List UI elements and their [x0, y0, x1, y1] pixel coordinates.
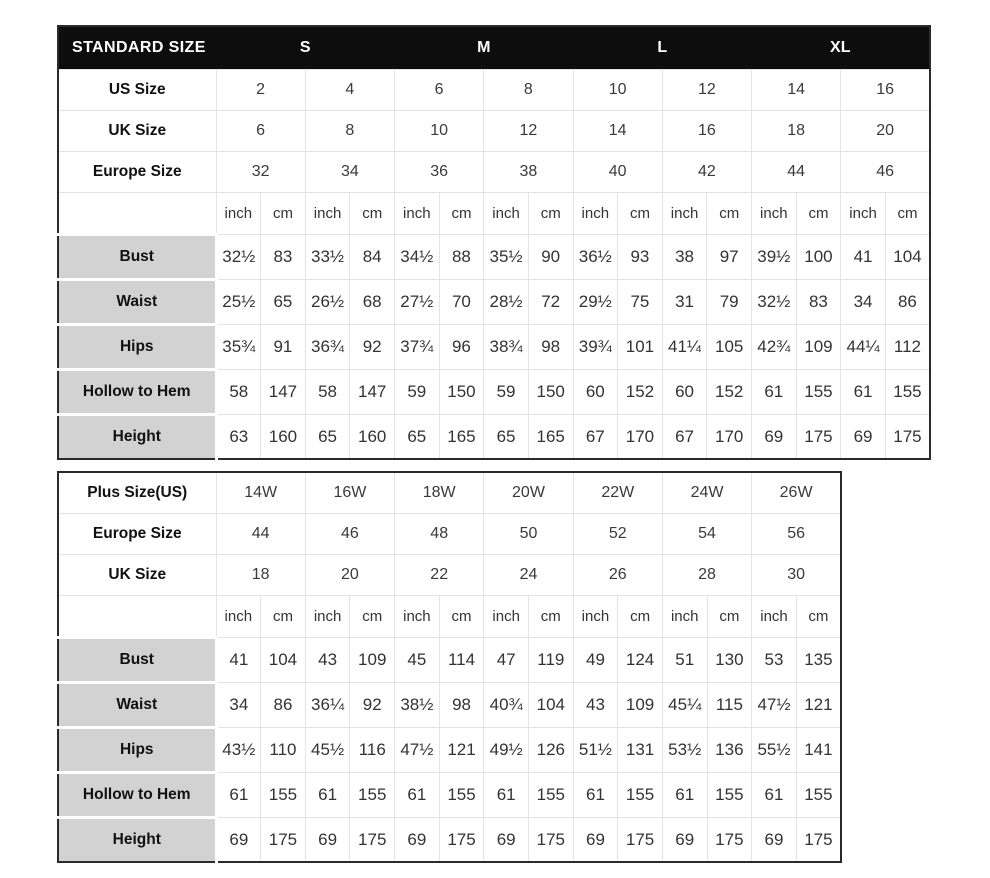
unit-cell: cm	[528, 596, 573, 638]
standard-size-table	[57, 25, 931, 460]
value-cell: 155	[528, 773, 573, 818]
size-cell: 26	[573, 555, 662, 596]
value-cell: 43	[305, 638, 350, 683]
value-cell: 32½	[216, 235, 261, 280]
value-cell: 51½	[573, 728, 618, 773]
size-cell: 16	[662, 111, 751, 152]
value-cell: 112	[885, 325, 930, 370]
value-cell: 86	[261, 683, 306, 728]
unit-cell: cm	[528, 193, 573, 235]
value-cell: 61	[573, 773, 618, 818]
value-cell: 165	[528, 415, 573, 460]
size-row-label: UK Size	[58, 111, 216, 152]
size-cell: 48	[395, 514, 484, 555]
value-cell: 150	[439, 370, 484, 415]
size-group-header: M	[395, 26, 574, 70]
unit-cell: inch	[573, 193, 618, 235]
value-cell: 63	[216, 415, 261, 460]
size-cell: 14	[573, 111, 662, 152]
unit-cell: cm	[885, 193, 930, 235]
value-cell: 36¼	[305, 683, 350, 728]
value-cell: 65	[305, 415, 350, 460]
value-cell: 47½	[752, 683, 797, 728]
value-cell: 55½	[752, 728, 797, 773]
size-cell: 44	[752, 152, 841, 193]
value-cell: 33½	[305, 235, 350, 280]
measure-row-label: Hips	[58, 325, 216, 370]
unit-cell: inch	[395, 596, 440, 638]
value-cell: 61	[752, 773, 797, 818]
value-cell: 160	[350, 415, 395, 460]
value-cell: 101	[618, 325, 663, 370]
value-cell: 98	[439, 683, 484, 728]
value-cell: 104	[885, 235, 930, 280]
size-cell: 46	[841, 152, 930, 193]
value-cell: 61	[305, 773, 350, 818]
value-cell: 96	[439, 325, 484, 370]
measure-row-label: Hollow to Hem	[58, 773, 216, 818]
unit-cell: cm	[618, 596, 663, 638]
value-cell: 61	[752, 370, 797, 415]
value-cell: 38¾	[484, 325, 529, 370]
size-cell: 2	[216, 70, 305, 111]
unit-cell: cm	[796, 596, 841, 638]
measure-row-label: Bust	[58, 638, 216, 683]
value-cell: 36¾	[305, 325, 350, 370]
unit-cell: inch	[216, 193, 261, 235]
size-row-label: UK Size	[58, 555, 216, 596]
value-cell: 28½	[484, 280, 529, 325]
size-cell: 22	[395, 555, 484, 596]
value-cell: 53½	[662, 728, 707, 773]
size-cell: 34	[305, 152, 394, 193]
value-cell: 175	[885, 415, 930, 460]
value-cell: 34	[216, 683, 261, 728]
value-cell: 53	[752, 638, 797, 683]
value-cell: 67	[573, 415, 618, 460]
value-cell: 90	[528, 235, 573, 280]
value-cell: 60	[573, 370, 618, 415]
value-cell: 72	[528, 280, 573, 325]
value-cell: 155	[618, 773, 663, 818]
value-cell: 44¼	[841, 325, 886, 370]
size-cell: 18W	[395, 472, 484, 514]
value-cell: 121	[439, 728, 484, 773]
size-cell: 18	[752, 111, 841, 152]
unit-row-label	[58, 193, 216, 235]
value-cell: 59	[484, 370, 529, 415]
value-cell: 98	[528, 325, 573, 370]
size-cell: 18	[216, 555, 305, 596]
value-cell: 175	[618, 818, 663, 863]
value-cell: 34	[841, 280, 886, 325]
value-cell: 43½	[216, 728, 261, 773]
unit-cell: inch	[395, 193, 440, 235]
value-cell: 65	[484, 415, 529, 460]
value-cell: 65	[395, 415, 440, 460]
size-cell: 22W	[573, 472, 662, 514]
value-cell: 60	[662, 370, 707, 415]
value-cell: 38	[662, 235, 707, 280]
value-cell: 41	[216, 638, 261, 683]
size-cell: 52	[573, 514, 662, 555]
size-cell: 56	[752, 514, 841, 555]
size-cell: 38	[484, 152, 573, 193]
value-cell: 67	[662, 415, 707, 460]
size-cell: 10	[395, 111, 484, 152]
value-cell: 45½	[305, 728, 350, 773]
value-cell: 69	[662, 818, 707, 863]
value-cell: 68	[350, 280, 395, 325]
value-cell: 70	[439, 280, 484, 325]
value-cell: 61	[841, 370, 886, 415]
value-cell: 100	[796, 235, 841, 280]
value-cell: 69	[216, 818, 261, 863]
size-group-header: XL	[752, 26, 931, 70]
size-cell: 14W	[216, 472, 305, 514]
value-cell: 27½	[395, 280, 440, 325]
unit-cell: inch	[752, 193, 797, 235]
unit-cell: cm	[261, 596, 306, 638]
value-cell: 69	[573, 818, 618, 863]
size-cell: 20	[305, 555, 394, 596]
size-cell: 16W	[305, 472, 394, 514]
value-cell: 155	[350, 773, 395, 818]
unit-cell: inch	[216, 596, 261, 638]
value-cell: 136	[707, 728, 752, 773]
value-cell: 25½	[216, 280, 261, 325]
value-cell: 116	[350, 728, 395, 773]
measure-row-label: Hips	[58, 728, 216, 773]
size-cell: 42	[662, 152, 751, 193]
unit-cell: cm	[618, 193, 663, 235]
unit-cell: cm	[439, 596, 484, 638]
value-cell: 69	[752, 818, 797, 863]
value-cell: 61	[484, 773, 529, 818]
size-row-label: Plus Size(US)	[87, 484, 188, 501]
size-cell: 32	[216, 152, 305, 193]
value-cell: 175	[796, 818, 841, 863]
value-cell: 83	[796, 280, 841, 325]
value-cell: 152	[618, 370, 663, 415]
value-cell: 69	[752, 415, 797, 460]
value-cell: 84	[350, 235, 395, 280]
unit-cell: cm	[261, 193, 306, 235]
value-cell: 79	[707, 280, 752, 325]
value-cell: 69	[395, 818, 440, 863]
value-cell: 109	[350, 638, 395, 683]
measure-row-label: Waist	[58, 683, 216, 728]
value-cell: 75	[618, 280, 663, 325]
value-cell: 135	[796, 638, 841, 683]
value-cell: 49	[573, 638, 618, 683]
value-cell: 51	[662, 638, 707, 683]
size-group-header: L	[573, 26, 752, 70]
value-cell: 69	[841, 415, 886, 460]
unit-cell: inch	[573, 596, 618, 638]
value-cell: 131	[618, 728, 663, 773]
size-cell: 54	[662, 514, 751, 555]
value-cell: 155	[885, 370, 930, 415]
value-cell: 141	[796, 728, 841, 773]
value-cell: 165	[439, 415, 484, 460]
value-cell: 34½	[395, 235, 440, 280]
measure-row-label: Waist	[58, 280, 216, 325]
value-cell: 104	[261, 638, 306, 683]
size-cell: 12	[484, 111, 573, 152]
value-cell: 105	[707, 325, 752, 370]
size-cell: 30	[752, 555, 841, 596]
value-cell: 91	[261, 325, 306, 370]
size-cell: 12	[662, 70, 751, 111]
measure-row-label: Height	[58, 415, 216, 460]
value-cell: 26½	[305, 280, 350, 325]
size-group-header: S	[216, 26, 395, 70]
value-cell: 155	[796, 773, 841, 818]
size-row-label: Europe Size	[58, 514, 216, 555]
table-title: STANDARD SIZE	[58, 26, 216, 70]
size-row-label: US Size	[58, 70, 216, 111]
size-cell: 26W	[752, 472, 841, 514]
value-cell: 45¼	[662, 683, 707, 728]
value-cell: 58	[216, 370, 261, 415]
unit-cell: cm	[707, 193, 752, 235]
value-cell: 41	[841, 235, 886, 280]
size-cell: 50	[484, 514, 573, 555]
value-cell: 97	[707, 235, 752, 280]
size-cell: 24W	[662, 472, 751, 514]
measure-row-label: Hollow to Hem	[58, 370, 216, 415]
size-cell: 14	[752, 70, 841, 111]
value-cell: 170	[618, 415, 663, 460]
value-cell: 65	[261, 280, 306, 325]
value-cell: 38½	[395, 683, 440, 728]
value-cell: 61	[662, 773, 707, 818]
size-cell: 10	[573, 70, 662, 111]
size-cell: 40	[573, 152, 662, 193]
value-cell: 104	[528, 683, 573, 728]
value-cell: 61	[395, 773, 440, 818]
size-cell: 20	[841, 111, 930, 152]
value-cell: 47	[484, 638, 529, 683]
value-cell: 41¼	[662, 325, 707, 370]
value-cell: 109	[618, 683, 663, 728]
unit-cell: inch	[305, 193, 350, 235]
unit-cell: cm	[796, 193, 841, 235]
value-cell: 175	[350, 818, 395, 863]
value-cell: 92	[350, 683, 395, 728]
unit-cell: inch	[484, 193, 529, 235]
value-cell: 35½	[484, 235, 529, 280]
value-cell: 150	[528, 370, 573, 415]
value-cell: 115	[707, 683, 752, 728]
value-cell: 92	[350, 325, 395, 370]
value-cell: 147	[261, 370, 306, 415]
unit-cell: inch	[841, 193, 886, 235]
unit-cell: inch	[752, 596, 797, 638]
value-cell: 175	[261, 818, 306, 863]
size-cell: 8	[484, 70, 573, 111]
size-row-label: Europe Size	[58, 152, 216, 193]
value-cell: 69	[484, 818, 529, 863]
value-cell: 88	[439, 235, 484, 280]
value-cell: 43	[573, 683, 618, 728]
unit-cell: cm	[350, 596, 395, 638]
value-cell: 61	[216, 773, 261, 818]
measure-row-label: Height	[58, 818, 216, 863]
value-cell: 110	[261, 728, 306, 773]
value-cell: 83	[261, 235, 306, 280]
size-cell: 24	[484, 555, 573, 596]
value-cell: 155	[439, 773, 484, 818]
size-cell: 20W	[484, 472, 573, 514]
value-cell: 130	[707, 638, 752, 683]
value-cell: 114	[439, 638, 484, 683]
value-cell: 155	[261, 773, 306, 818]
value-cell: 42¾	[752, 325, 797, 370]
size-cell: 4	[305, 70, 394, 111]
value-cell: 31	[662, 280, 707, 325]
value-cell: 58	[305, 370, 350, 415]
value-cell: 40¾	[484, 683, 529, 728]
value-cell: 175	[796, 415, 841, 460]
value-cell: 155	[707, 773, 752, 818]
value-cell: 152	[707, 370, 752, 415]
size-cell: 46	[305, 514, 394, 555]
size-cell: 6	[216, 111, 305, 152]
value-cell: 109	[796, 325, 841, 370]
value-cell: 175	[707, 818, 752, 863]
unit-row-label	[58, 596, 216, 638]
unit-cell: cm	[707, 596, 752, 638]
value-cell: 39¾	[573, 325, 618, 370]
unit-cell: inch	[662, 193, 707, 235]
value-cell: 47½	[395, 728, 440, 773]
value-cell: 175	[528, 818, 573, 863]
value-cell: 36½	[573, 235, 618, 280]
value-cell: 155	[796, 370, 841, 415]
unit-cell: inch	[305, 596, 350, 638]
measure-row-label: Bust	[58, 235, 216, 280]
plus-size-table	[57, 471, 842, 863]
value-cell: 147	[350, 370, 395, 415]
size-cell: 16	[841, 70, 930, 111]
value-cell: 126	[528, 728, 573, 773]
value-cell: 32½	[752, 280, 797, 325]
value-cell: 29½	[573, 280, 618, 325]
value-cell: 160	[261, 415, 306, 460]
value-cell: 119	[528, 638, 573, 683]
value-cell: 170	[707, 415, 752, 460]
unit-cell: inch	[662, 596, 707, 638]
value-cell: 49½	[484, 728, 529, 773]
value-cell: 69	[305, 818, 350, 863]
size-cell: 44	[216, 514, 305, 555]
value-cell: 39½	[752, 235, 797, 280]
value-cell: 124	[618, 638, 663, 683]
value-cell: 37¾	[395, 325, 440, 370]
value-cell: 175	[439, 818, 484, 863]
size-cell: 28	[662, 555, 751, 596]
value-cell: 121	[796, 683, 841, 728]
size-cell: 8	[305, 111, 394, 152]
value-cell: 93	[618, 235, 663, 280]
size-cell: 6	[395, 70, 484, 111]
unit-cell: cm	[439, 193, 484, 235]
value-cell: 45	[395, 638, 440, 683]
value-cell: 86	[885, 280, 930, 325]
value-cell: 35¾	[216, 325, 261, 370]
unit-cell: inch	[484, 596, 529, 638]
unit-cell: cm	[350, 193, 395, 235]
size-cell: 36	[395, 152, 484, 193]
value-cell: 59	[395, 370, 440, 415]
